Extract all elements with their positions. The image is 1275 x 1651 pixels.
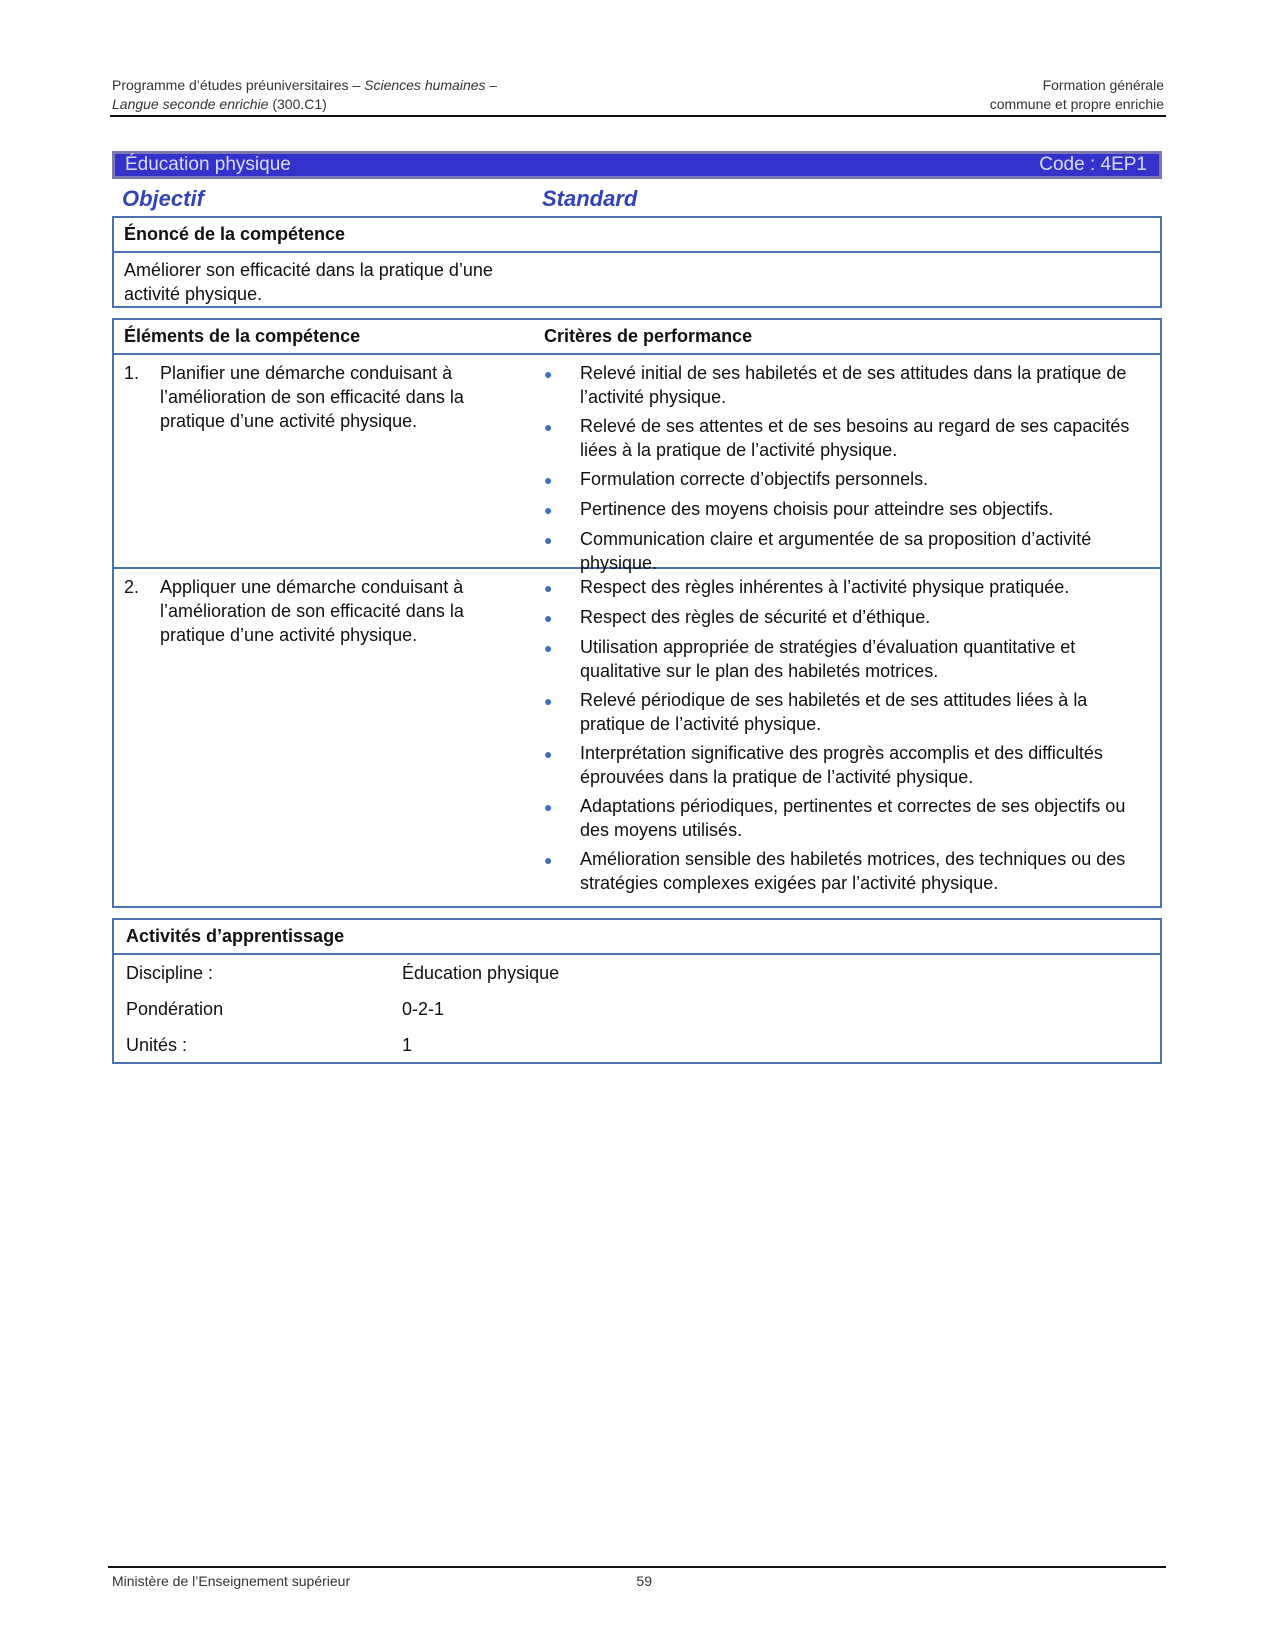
page-number: 59	[636, 1573, 652, 1589]
bullet-icon: ●	[544, 746, 553, 762]
table-row	[114, 569, 1160, 908]
bullet-icon: ●	[544, 366, 553, 382]
activite-row	[114, 991, 1160, 1027]
bullet-icon: ●	[544, 693, 553, 709]
course-title-bar	[112, 151, 1162, 179]
list-item: ● Respect des règles inhérentes à l’activité physique pratiquée.	[544, 575, 1150, 600]
header-divider	[110, 115, 1166, 117]
course-code: Code : 4EP1	[1039, 154, 1147, 175]
unites-label: Unités :	[126, 1034, 188, 1055]
elements-table-header	[114, 320, 1160, 355]
bullet-icon: ●	[544, 419, 553, 435]
bullet-icon: ●	[544, 580, 553, 596]
discipline-label: Discipline :	[126, 962, 214, 983]
list-item: ● Interprétation significative des progrès accomplis et des difficultés éprouvées dans la pratique de l’activité physique.	[544, 743, 1103, 787]
formation-label-line2: commune et propre enrichie	[989, 96, 1164, 112]
footer-divider	[108, 1566, 1166, 1568]
element-cell	[124, 575, 544, 900]
unites-value: 1	[402, 1034, 413, 1055]
element-cell	[124, 361, 544, 559]
elements-header: Éléments de la compétence	[124, 326, 361, 346]
ministry-name: Ministère de l’Enseignement supérieur	[112, 1573, 351, 1589]
criteria-list	[544, 361, 1150, 573]
bullet-icon: ●	[544, 610, 553, 626]
element-text: Appliquer une démarche conduisant à l’amélioration de son efficacité dans la pratique d’une activité physique.	[160, 577, 464, 645]
page-footer	[112, 1573, 652, 1589]
activite-row	[114, 1027, 1160, 1063]
standard-label: Standard	[542, 186, 638, 211]
program-title-line1: Programme d’études préuniversitaires – Sciences humaines –	[112, 77, 498, 93]
discipline-value: Éducation physique	[402, 962, 560, 983]
element-text: Planifier une démarche conduisant à l’amélioration de son efficacité dans la pratique d’une activité physique.	[160, 363, 464, 431]
course-title: Éducation physique	[125, 154, 291, 175]
element-number: 1.	[124, 363, 140, 383]
list-item: ● Relevé initial de ses habiletés et de ses attitudes dans la pratique de l’activité physique.	[544, 363, 1127, 407]
enonce-heading: Énoncé de la compétence	[114, 218, 1160, 253]
bullet-icon: ●	[544, 640, 553, 656]
page-header	[112, 76, 1164, 114]
list-item: ● Utilisation appropriée de stratégies d’évaluation quantitative et qualitative sur le plan des habiletés motrices.	[544, 637, 1076, 681]
elements-table	[112, 318, 1162, 908]
enonce-box	[112, 216, 1162, 308]
list-item: ● Pertinence des moyens choisis pour atteindre ses objectifs.	[544, 497, 1150, 522]
list-item: ● Relevé périodique de ses habiletés et de ses attitudes liées à la pratique de l’activité physique.	[544, 690, 1088, 734]
table-row	[114, 355, 1160, 573]
activite-row	[114, 955, 1160, 991]
bullet-icon: ●	[544, 532, 553, 548]
formation-label-line1: Formation générale	[1042, 77, 1164, 93]
list-item: ● Formulation correcte d’objectifs personnels.	[544, 467, 1150, 492]
criteria-header: Critères de performance	[544, 326, 753, 346]
program-title-line2: Langue seconde enrichie (300.C1)	[112, 96, 327, 112]
bullet-icon: ●	[544, 472, 553, 488]
list-item: ● Amélioration sensible des habiletés motrices, des techniques ou des stratégies complexes exigées par l’activité physique.	[544, 849, 1126, 893]
list-item: ● Relevé de ses attentes et de ses besoins au regard de ses capacités liées à la pratique de l’activité physique.	[544, 416, 1130, 460]
criteria-list	[544, 575, 1150, 900]
enonce-text: Améliorer son efficacité dans la pratique d’une activité physique.	[124, 260, 493, 304]
objectif-label: Objectif	[122, 186, 204, 211]
list-item: ● Communication claire et argumentée de sa proposition d’activité physique.	[544, 529, 1092, 573]
activites-heading: Activités d’apprentissage	[114, 920, 1160, 955]
ponderation-label: Pondération	[126, 998, 224, 1019]
bullet-icon: ●	[544, 502, 553, 518]
ponderation-value: 0-2-1	[402, 998, 445, 1019]
bullet-icon: ●	[544, 799, 553, 815]
activites-box	[112, 918, 1162, 1064]
list-item: ● Respect des règles de sécurité et d’éthique.	[544, 605, 1150, 630]
element-number: 2.	[124, 577, 140, 597]
objectif-standard-line	[122, 186, 1162, 214]
bullet-icon: ●	[544, 852, 553, 868]
list-item: ● Adaptations périodiques, pertinentes et correctes de ses objectifs ou des moyens utilisés.	[544, 796, 1126, 840]
